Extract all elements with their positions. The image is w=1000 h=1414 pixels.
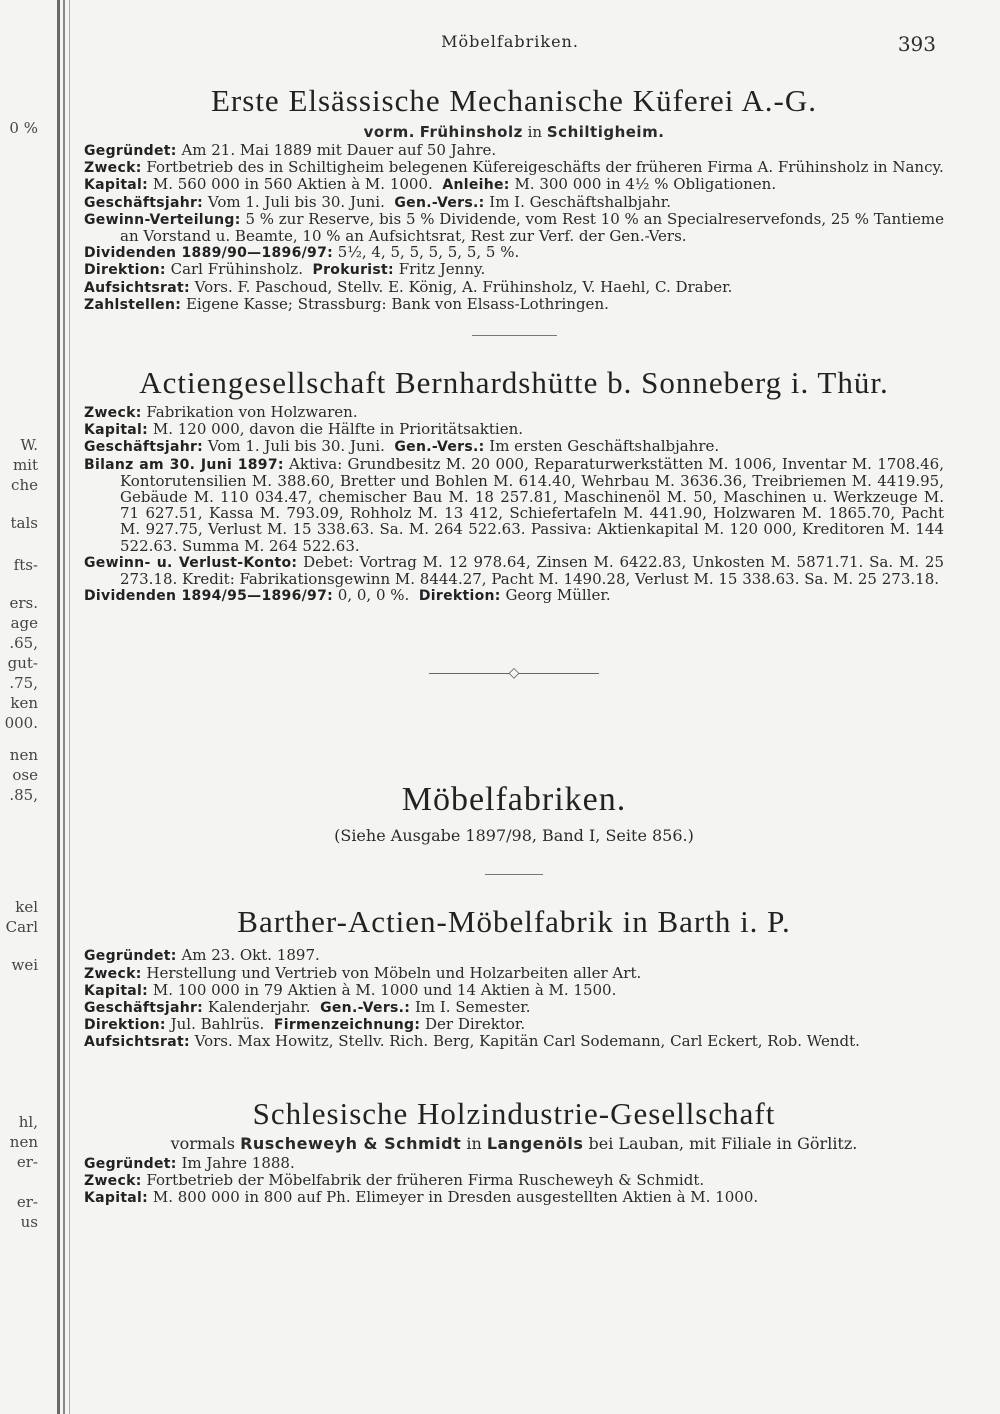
field-label: Gegründet:: [84, 948, 177, 965]
field-text: Debet: Vortrag M. 12 978.64, Zinsen M. 6422.83, Unkosten M. 5871.71. Sa. M. 25 273.18. Kredit: Fabrikationsgewinn M. 8444.27, Pacht M. 1490.28, Verlust M. 15 338.63. Sa. M. 25 273.18.: [120, 552, 944, 589]
gutter-fragment: wei: [11, 956, 38, 974]
binding-edge: [63, 0, 65, 1414]
field-text: Vom 1. Juli bis 30. Juni.: [207, 192, 385, 211]
field-text: 5 % zur Reserve, bis 5 % Dividende, vom Rest 10 % an Specialreservefonds, 25 % Tantieme an Vorstand u. Beamte, 10 % an Aufsichtsrat, Rest zur Verf. der Gen.-Vers.: [120, 209, 944, 246]
field-label: Aufsichtsrat:: [84, 279, 190, 296]
firm-prefix: vormals: [170, 1133, 235, 1153]
separator-rule: [472, 335, 557, 336]
entry-bernhardshuette: [84, 364, 944, 604]
field-zweck: [84, 159, 944, 176]
field-label: Dividenden 1894/95—1896/97:: [84, 588, 334, 605]
field-zweck: [84, 965, 944, 982]
field-text: Eigene Kasse; Strassburg: Bank von Elsass-Lothringen.: [185, 294, 609, 313]
gutter-fragment: ken: [10, 694, 38, 712]
ornament-diamond: ◇: [508, 665, 520, 682]
field-label: Aufsichtsrat:: [84, 1034, 190, 1051]
ornament-line: [519, 673, 599, 674]
field-gegruendet: [84, 142, 944, 159]
field-aufsichtsrat: [84, 279, 944, 296]
subtitle-prefix: vorm.: [363, 123, 415, 141]
category-block: [84, 778, 944, 846]
field-text: Im Jahre 1888.: [181, 1153, 295, 1172]
field-text: Im I. Semester.: [414, 998, 531, 1017]
gutter-fragment: hl,: [18, 1113, 38, 1131]
field-aufsichtsrat: [84, 1033, 944, 1050]
firm-mid: in: [466, 1133, 482, 1153]
field-text: Der Direktor.: [425, 1015, 526, 1034]
field-label: Bilanz am 30. Juni 1897:: [84, 456, 284, 473]
field-text: M. 560 000 in 560 Aktien à M. 1000.: [152, 175, 433, 194]
adjacent-page-fragments: [0, 0, 58, 1414]
field-label: Gen.-Vers.:: [320, 1000, 411, 1017]
gutter-fragment: Carl: [5, 918, 38, 936]
gutter-fragment: ers.: [9, 594, 38, 612]
field-label: Kapital:: [84, 982, 149, 999]
separator-rule: [485, 874, 543, 875]
field-text: Fortbetrieb der Möbelfabrik der früheren Firma Ruscheweyh & Schmidt.: [146, 1170, 705, 1189]
field-text: M. 300 000 in 4½ % Obligationen.: [514, 175, 777, 194]
gutter-fragment: er-: [16, 1153, 38, 1171]
field-text: M. 800 000 in 800 auf Ph. Elimeyer in Dresden ausgestellten Aktien à M. 1000.: [152, 1188, 759, 1207]
field-direktion: [84, 1016, 944, 1033]
gutter-fragment: nen: [9, 746, 38, 764]
field-kapital: [84, 176, 944, 193]
entry-barther-moebelfabrik: [84, 903, 944, 1050]
gutter-fragment: tals: [10, 514, 38, 532]
field-label: Gewinn-Verteilung:: [84, 211, 241, 228]
field-gegruendet: [84, 1155, 944, 1172]
entry-title: Schlesische Holzindustrie-Gesellschaft: [252, 1095, 776, 1131]
field-label: Zweck:: [84, 405, 142, 422]
gutter-fragment: W.: [20, 436, 38, 454]
field-bilanz: [84, 456, 944, 554]
field-label: Geschäftsjahr:: [84, 1000, 204, 1017]
field-label: Geschäftsjahr:: [84, 194, 204, 211]
field-label: Zahlstellen:: [84, 296, 182, 313]
field-text: Fritz Jenny.: [398, 260, 486, 279]
gutter-fragment: gut-: [7, 654, 38, 672]
field-text: Am 23. Okt. 1897.: [181, 946, 320, 965]
binding-edge: [57, 0, 60, 1414]
gutter-fragment: nen: [9, 1133, 38, 1151]
gutter-fragment: ose: [12, 766, 38, 784]
field-label: Anleihe:: [442, 177, 510, 194]
field-zahlstellen: [84, 296, 944, 313]
field-dividenden: [84, 587, 944, 604]
field-label: Gegründet:: [84, 1155, 177, 1172]
field-zweck: [84, 404, 944, 421]
field-dividenden: [84, 244, 944, 261]
field-label: Direktion:: [84, 1017, 166, 1034]
gutter-fragment: er-: [16, 1193, 38, 1211]
gutter-fragment: .85,: [9, 786, 38, 804]
field-text: Kalenderjahr.: [207, 998, 311, 1017]
field-text: M. 120 000, davon die Hälfte in Prioritätsaktien.: [152, 420, 524, 439]
field-geschaeftsjahr: [84, 999, 944, 1016]
field-text: 0, 0, 0 %.: [337, 586, 410, 605]
field-direktion: [84, 261, 944, 278]
field-text: Im ersten Geschäftshalbjahre.: [489, 437, 720, 456]
entry-title: Actiengesellschaft Bernhardshütte b. Sonneberg i. Thür.: [139, 365, 889, 401]
field-label: Kapital:: [84, 1190, 149, 1207]
running-head: [70, 32, 950, 56]
field-text: Fortbetrieb des in Schiltigheim belegenen Küfereigeschäfts der früheren Firma A. Frühinsholz in Nancy.: [146, 158, 944, 177]
subtitle-place: Schiltigheim.: [546, 123, 665, 141]
binding-edge: [69, 0, 70, 1414]
field-label: Zweck:: [84, 160, 142, 177]
field-label: Zweck:: [84, 965, 142, 982]
field-text: Vors. Max Howitz, Stellv. Rich. Berg, Kapitän Carl Sodemann, Carl Eckert, Rob. Wendt.: [194, 1032, 860, 1051]
field-label: Zweck:: [84, 1172, 142, 1189]
page-number: 393: [897, 32, 936, 56]
ornamental-divider: [84, 666, 944, 680]
running-title: Möbelfabriken.: [441, 32, 579, 51]
field-text: Aktiva: Grundbesitz M. 20 000, Reparaturwerkstätten M. 1006, Inventar M. 1708.46, Kontorutensilien M. 388.60, Bretter und Bohlen M. 614.40, Wehrbau M. 3636.36, Treibriemen M. 4419.95, Gebäude M. 110 034.47, chemischer Bau M. 18 257.81, Maschinenöl M. 50, Maschinen u. Werkzeuge M. 71 627.51, Kassa M. 793.09, Rohholz M. 13 412, Schiefertafeln M. 441.90, Holzwaren M. 1865.70, Pacht M. 927.75, Verlust M. 15 338.63. Sa. M. 264 522.63. Passiva: Aktienkapital M. 120 000, Kreditoren M. 144 522.63. Summa M. 264 522.63.: [120, 454, 944, 555]
field-label: Geschäftsjahr:: [84, 439, 204, 456]
field-label: Kapital:: [84, 422, 149, 439]
field-geschaeftsjahr: [84, 438, 944, 455]
field-label: Prokurist:: [312, 262, 394, 279]
gutter-fragment: 0 %: [9, 119, 38, 137]
gutter-fragment: fts-: [13, 556, 38, 574]
field-text: 5½, 4, 5, 5, 5, 5, 5, 5 %.: [337, 243, 520, 262]
field-label: Dividenden 1889/90—1896/97:: [84, 245, 334, 262]
firm-place: Langenöls: [486, 1133, 584, 1153]
field-geschaeftsjahr: [84, 194, 944, 211]
subtitle-name: Frühinsholz: [419, 123, 523, 141]
field-text: M. 100 000 in 79 Aktien à M. 1000 und 14 Aktien à M. 1500.: [152, 980, 617, 999]
category-title: Möbelfabriken.: [401, 781, 627, 819]
field-kapital: [84, 982, 944, 999]
gutter-fragment: 000.: [4, 714, 38, 732]
field-zweck: [84, 1172, 944, 1189]
entry-title: Erste Elsässische Mechanische Küferei A.-G.: [211, 83, 817, 118]
field-gewinn-verteilung: [84, 211, 944, 244]
entry-subtitle: [84, 122, 944, 142]
entry-firm-line: [84, 1133, 944, 1155]
category-note: (Siehe Ausgabe 1897/98, Band I, Seite 856.): [334, 826, 694, 846]
field-label: Direktion:: [84, 262, 166, 279]
field-text: Georg Müller.: [505, 586, 611, 605]
gutter-fragment: .75,: [9, 674, 38, 692]
gutter-fragment: us: [20, 1213, 38, 1231]
field-text: Herstellung und Vertrieb von Möbeln und Holzarbeiten aller Art.: [146, 963, 642, 982]
field-text: Vom 1. Juli bis 30. Juni.: [207, 437, 385, 456]
field-text: Jul. Bahlrüs.: [170, 1015, 265, 1034]
field-text: Carl Frühinsholz.: [170, 260, 303, 279]
field-text: Vors. F. Paschoud, Stellv. E. König, A. Frühinsholz, V. Haehl, C. Draber.: [194, 277, 733, 296]
field-label: Firmenzeichnung:: [273, 1017, 421, 1034]
gutter-fragment: che: [11, 476, 38, 494]
ornament-line: [429, 673, 509, 674]
page-content: [84, 82, 944, 1206]
gutter-fragment: .65,: [9, 634, 38, 652]
field-label: Gegründet:: [84, 143, 177, 159]
field-kapital: [84, 1189, 944, 1206]
field-text: Fabrikation von Holzwaren.: [146, 403, 358, 422]
field-text: Im I. Geschäftshalbjahr.: [489, 192, 672, 211]
entry-title: Barther-Actien-Möbelfabrik in Barth i. P.: [237, 904, 791, 940]
entry-erste-elsaessische: [84, 82, 944, 313]
field-label: Gen.-Vers.:: [394, 194, 485, 211]
firm-suffix: bei Lauban, mit Filiale in Görlitz.: [588, 1133, 858, 1153]
firm-name: Ruscheweyh & Schmidt: [240, 1133, 462, 1153]
field-text: Am 21. Mai 1889 mit Dauer auf 50 Jahre.: [181, 141, 497, 159]
field-gegruendet: [84, 947, 944, 964]
field-label: Gewinn- u. Verlust-Konto:: [84, 554, 298, 571]
entry-schlesische-holzindustrie: [84, 1095, 944, 1207]
field-label: Gen.-Vers.:: [394, 439, 485, 456]
field-label: Kapital:: [84, 177, 149, 194]
subtitle-mid: in: [527, 123, 543, 141]
gutter-fragment: mit: [12, 456, 38, 474]
field-label: Direktion:: [418, 588, 501, 605]
field-gewinn-verlust-konto: [84, 554, 944, 587]
gutter-fragment: kel: [15, 898, 38, 916]
field-kapital: [84, 421, 944, 438]
gutter-fragment: age: [10, 614, 38, 632]
